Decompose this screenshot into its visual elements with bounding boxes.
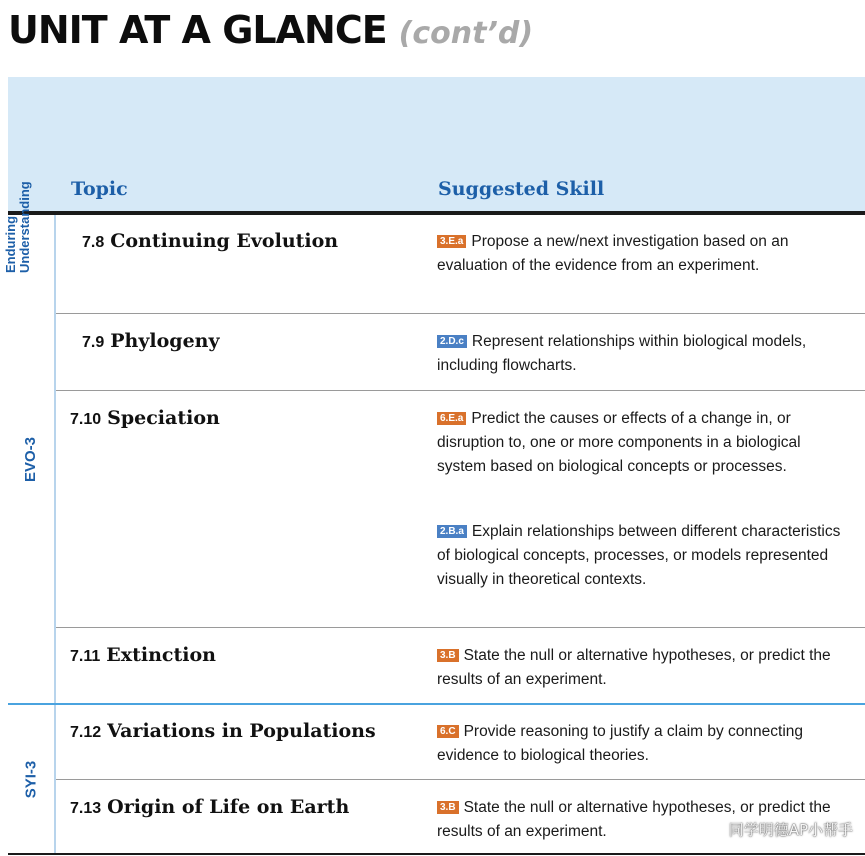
skill-text: Explain relationships between different characteristics of biological concepts, processes, or models represented visually in theoretical contexts. xyxy=(437,523,841,588)
skill-7-10-b xyxy=(437,520,852,592)
header-topic: Topic xyxy=(71,178,128,200)
topic-7-11 xyxy=(70,644,216,666)
row-divider xyxy=(56,313,865,314)
topic-7-8 xyxy=(82,230,338,252)
topic-title: Extinction xyxy=(106,644,216,666)
skill-text: Provide reasoning to justify a claim by connecting evidence to biological theories. xyxy=(437,723,804,764)
page-title: UNIT AT A GLANCE xyxy=(8,8,387,52)
row-divider xyxy=(56,390,865,391)
topic-number: 7.10 xyxy=(70,411,102,428)
skill-code-badge: 3.B xyxy=(437,649,459,662)
skill-code-badge: 3.E.a xyxy=(437,235,466,248)
skill-text: Predict the causes or effects of a change in, or disruption to, one or more components in a biological system based on biological concepts or processes. xyxy=(437,410,801,475)
topic-number: 7.9 xyxy=(82,334,105,351)
row-divider xyxy=(56,779,865,780)
header-enduring-understanding: Enduring Understanding xyxy=(3,181,32,273)
topic-title: Phylogeny xyxy=(110,330,220,352)
topic-title: Origin of Life on Earth xyxy=(107,796,350,818)
table-bottom-border xyxy=(8,853,865,855)
skill-7-9 xyxy=(437,330,852,378)
section-label: SYI-3 xyxy=(22,760,40,798)
page-title-suffix: (cont’d) xyxy=(398,16,534,51)
topic-title: Speciation xyxy=(107,407,220,429)
header-suggested-skill: Suggested Skill xyxy=(438,178,605,200)
topic-title: Variations in Populations xyxy=(107,720,376,742)
topic-number: 7.12 xyxy=(70,724,102,741)
skill-text: State the null or alternative hypotheses, or predict the results of an experiment. xyxy=(437,647,831,688)
skill-text: Represent relationships within biological models, including flowcharts. xyxy=(437,333,807,374)
topic-7-12 xyxy=(70,720,376,742)
topic-title: Continuing Evolution xyxy=(110,230,339,252)
section-divider xyxy=(8,703,865,705)
title-row xyxy=(8,8,533,68)
skill-code-badge: 6.E.a xyxy=(437,412,466,425)
topic-7-9 xyxy=(82,330,220,352)
section-band-evo-3 xyxy=(8,215,56,703)
skill-code-badge: 2.D.c xyxy=(437,335,467,348)
watermark-text: 同学明德AP小帮手 xyxy=(728,821,853,839)
skill-7-8 xyxy=(437,230,852,278)
skill-code-badge: 6.C xyxy=(437,725,459,738)
section-band-syi-3 xyxy=(8,705,56,853)
topic-number: 7.8 xyxy=(82,234,105,251)
skill-code-badge: 2.B.a xyxy=(437,525,467,538)
skill-7-11 xyxy=(437,644,852,692)
skill-7-12 xyxy=(437,720,852,768)
topic-7-13 xyxy=(70,796,349,818)
skill-7-10-a xyxy=(437,407,852,479)
topic-number: 7.11 xyxy=(70,648,101,665)
topic-7-10 xyxy=(70,407,220,429)
row-divider xyxy=(56,627,865,628)
topic-number: 7.13 xyxy=(70,800,102,817)
skill-text: State the null or alternative hypotheses, or predict the results of an experiment. xyxy=(437,799,831,840)
section-label: EVO-3 xyxy=(22,436,40,482)
skill-text: Propose a new/next investigation based on an evaluation of the evidence from an experiment. xyxy=(437,233,789,274)
skill-code-badge: 3.B xyxy=(437,801,459,814)
